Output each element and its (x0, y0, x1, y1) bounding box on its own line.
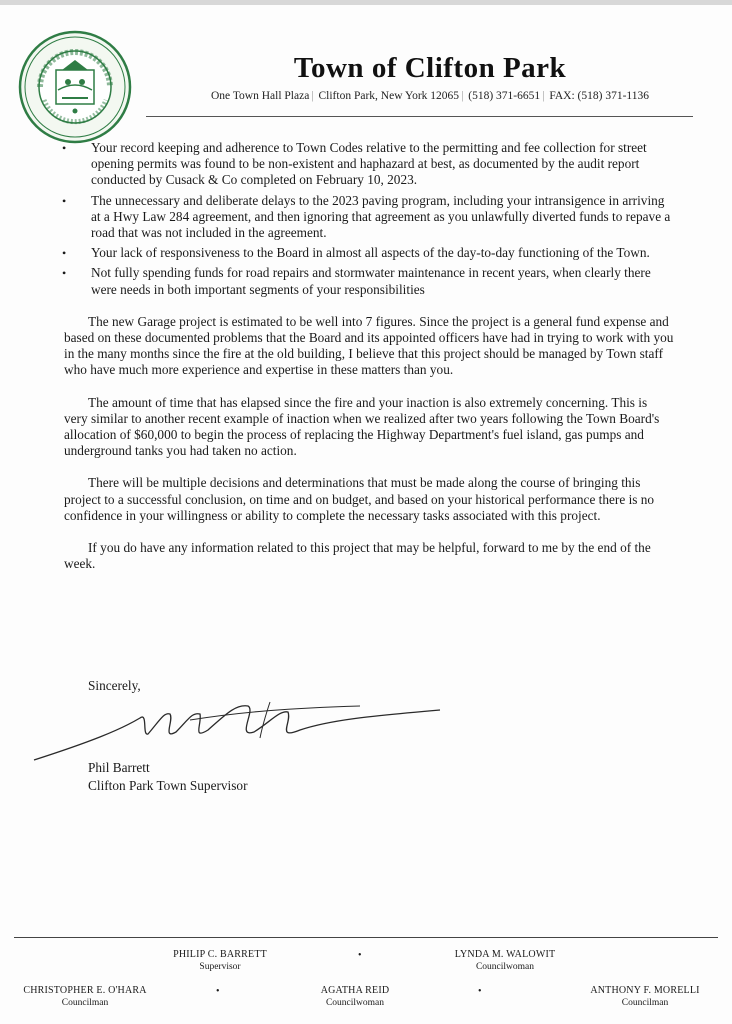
letterhead-fax: FAX: (518) 371-1136 (549, 90, 649, 102)
paragraph: If you do have any information related to this project that may be helpful, forward to me by the end of the week. (64, 540, 651, 572)
signer-name: Phil Barrett (88, 760, 150, 775)
bullet-dot: • (62, 266, 67, 281)
board-member (150, 949, 290, 973)
footer-separator: • (478, 986, 482, 997)
member-name: ANTHONY F. MORELLI (590, 985, 700, 996)
paragraph: There will be multiple decisions and determinations that must be made along the course of bringing this project to a successful conclusion, on time and on budget, and based on your historical performance there is no confidence in your willingness or ability to complete the necessary tasks associated with this project. (64, 475, 655, 523)
letterhead-city: Clifton Park, New York 12065 (318, 90, 460, 102)
member-name: PHILIP C. BARRETT (173, 949, 267, 960)
member-role: Supervisor (199, 962, 241, 972)
board-member (10, 985, 160, 1009)
letterhead-phone: (518) 371-6651 (468, 90, 541, 102)
letterhead-title: Town of Clifton Park (293, 52, 567, 84)
member-role: Councilwoman (325, 998, 385, 1008)
letter-body (64, 140, 674, 572)
board-member (290, 985, 420, 1009)
list-item (64, 193, 674, 242)
list-item-text: Your record keeping and adherence to Town Codes relative to the permitting and fee collection for street opening permits was found to be non-existent and haphazard at best, as documented by the audit report conducted by Cusack & Co completed on February 10, 2023. (91, 140, 647, 188)
list-item-text: The unnecessary and deliberate delays to the 2023 paving program, including your intransigence in arriving at a Hwy Law 284 agreement, and then ignoring that agreement as you unlawfully diverted funds to repave a road that was not included in the agreement. (91, 192, 671, 241)
paragraph: The new Garage project is estimated to be well into 7 figures. Since the project is a general fund expense and based on these documented problems that the Board and its appointed officers have had in trying to work with you in the many months since the fire at the old building, I believe that this project should be managed by Town staff who have much more experience and expertise in these matters than you. (64, 313, 674, 378)
bullet-dot: • (62, 193, 67, 208)
board-member (575, 985, 715, 1009)
member-name: CHRISTOPHER E. O'HARA (23, 985, 147, 996)
list-item (64, 265, 674, 297)
board-member (430, 949, 580, 973)
letterhead-divider (146, 116, 693, 117)
list-item-text: Your lack of responsiveness to the Board in almost all aspects of the day-to-day functioning of the Town. (91, 245, 650, 261)
member-role: Councilman (621, 998, 669, 1008)
signer-title: Clifton Park Town Supervisor (88, 778, 248, 793)
list-item-text: Not fully spending funds for road repairs and stormwater maintenance in recent years, when clearly there were needs in both important segments of your responsibilities (91, 265, 651, 297)
list-item (64, 140, 674, 189)
footer-separator: • (216, 986, 220, 997)
member-name: AGATHA REID (320, 985, 390, 996)
footer-separator: • (358, 950, 362, 961)
town-seal-logo (18, 30, 132, 144)
paragraph: The amount of time that has elapsed since the fire and your inaction is also extremely concerning. This is very similar to another recent example of inaction when we realized after two years following the Town Board's allocation of $60,000 to begin the process of replacing the Highway Department's fuel island, gas pumps and underground tanks you had taken no action. (64, 394, 660, 459)
member-name: LYNDA M. WALOWIT (454, 949, 556, 960)
scan-edge (0, 0, 732, 5)
member-role: Councilwoman (475, 962, 535, 972)
member-role: Councilman (61, 998, 109, 1008)
grievance-list (64, 140, 674, 298)
letterhead-contact: One Town Hall Plaza | Clifton Park, New York 12065 | (518) 371-6651 | FAX: (518) 371-1136 (211, 90, 649, 102)
letterhead-address: One Town Hall Plaza (211, 90, 310, 102)
handwritten-signature (30, 690, 450, 770)
closing-salutation: Sincerely, (88, 678, 141, 693)
list-item (64, 245, 674, 261)
bullet-dot: • (62, 246, 67, 261)
footer-divider (14, 937, 718, 938)
bullet-dot: • (62, 141, 67, 155)
